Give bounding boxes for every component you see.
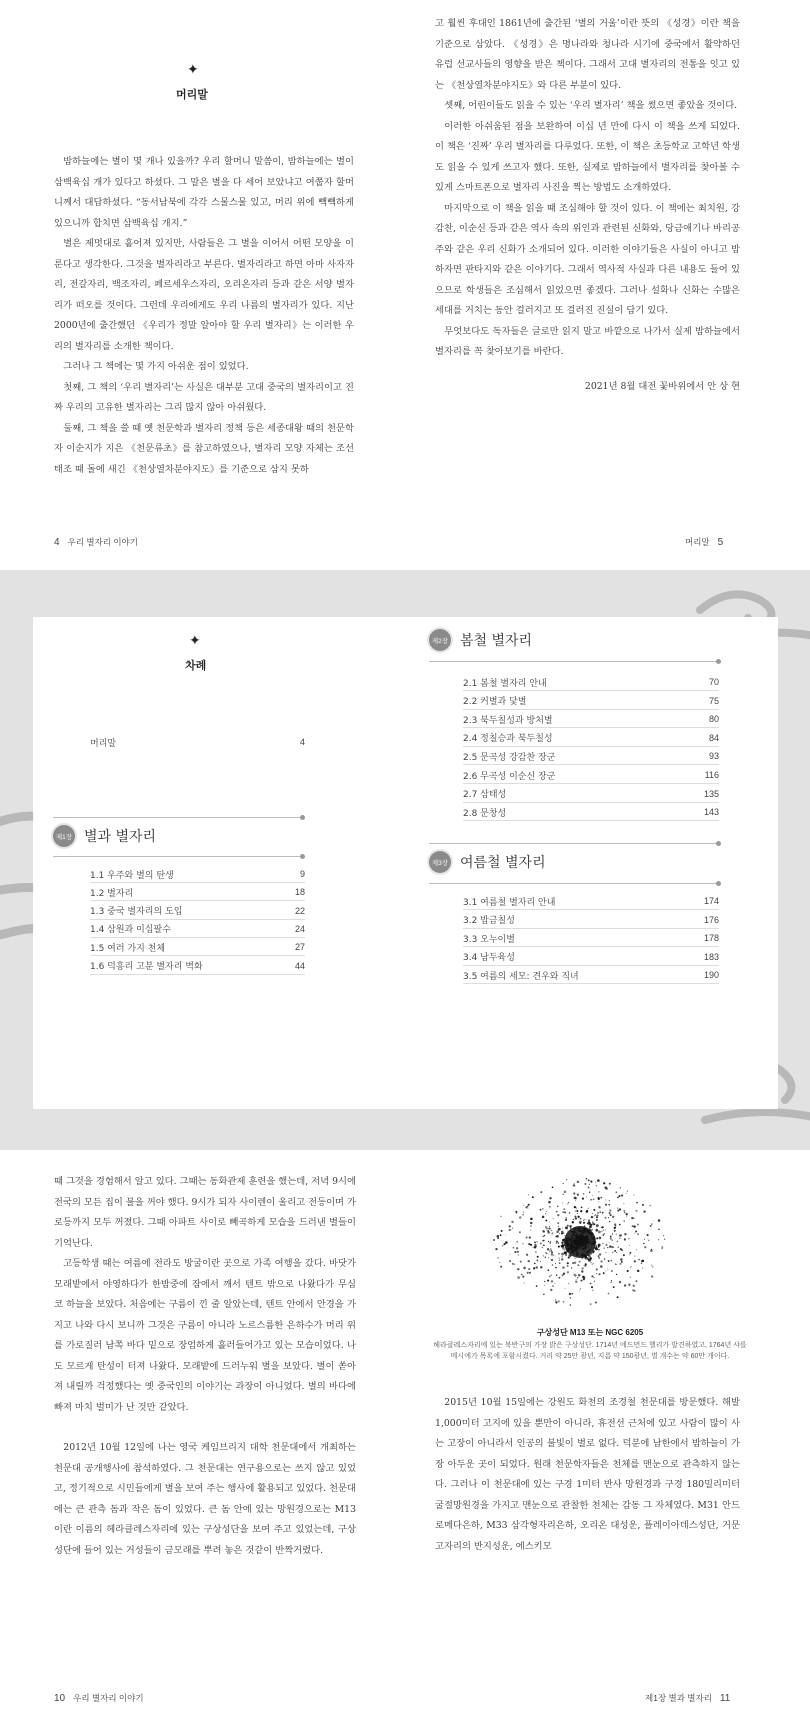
four-point-star-icon: ✦	[189, 633, 201, 649]
toc-entry[interactable]	[463, 747, 719, 765]
figure-caption: 헤라클레스자리에 있는 북반구의 가장 밝은 구상성단. 1714년 에드먼드 핼리가 발견하였고, 1764년 샤를 메시에가 목록에 포함시켰다. 거리 약 25만 광년, 지름 약 150광년, 별 개수는 약 60만 개이다.	[433, 1342, 747, 1360]
toc-entry-label: 2.3 북두칠성과 방처별	[463, 715, 553, 726]
toc-entry-page: 116	[704, 770, 719, 780]
toc-entry-label: 1.2 별자리	[90, 888, 134, 899]
body-text-left	[54, 1172, 356, 1561]
toc-entry-label: 1.4 삼원과 이십팔수	[90, 925, 171, 936]
four-point-star-icon: ✦	[187, 62, 199, 78]
folio-left	[54, 1692, 144, 1704]
toc-entry-label: 3.4 남두육성	[463, 953, 515, 964]
globular-cluster-image	[465, 1172, 695, 1322]
paragraph: 이러한 아쉬움된 점을 보완하여 이십 년 만에 다시 이 책을 쓰게 되었다. 이 책은 ‘진짜’ 우리 별자리를 다루었다. 또한, 이 책은 초등학교 고학년 학생도 읽을 수 있게 쓰고자 했다. 또한, 실제로 밤하늘에서 별자리를 찾아볼 수 있게 스마트폰으로 별자리 사진을 찍는 방법도 소개하였다.	[435, 120, 740, 193]
preface-text-right	[435, 14, 740, 397]
page-number: 11	[719, 1693, 731, 1704]
chapter-title: 여름철 별자리	[460, 855, 546, 871]
toc-entry-page: 24	[294, 923, 305, 934]
page-number: 4	[54, 537, 60, 548]
toc-entry-page: 176	[703, 914, 719, 925]
chapter-heading-3[interactable]	[429, 847, 546, 877]
spread-preface	[0, 0, 810, 570]
chapter-badge: 제3장	[429, 851, 451, 873]
chapter-rule	[429, 843, 719, 844]
toc-entry-page: 174	[703, 896, 719, 906]
toc-entry-page: 4	[299, 737, 305, 747]
toc-entry-page: 135	[703, 788, 719, 799]
toc-entry[interactable]	[463, 673, 719, 691]
toc-separator	[463, 983, 719, 984]
toc-entry-label: 3.5 여름의 세모: 견우와 직녀	[463, 971, 579, 982]
toc-entry-label: 3.2 밥금칠성	[463, 916, 515, 927]
folio-right	[685, 536, 723, 548]
toc-entry-label: 1.3 중국 별자리의 도입	[90, 907, 183, 918]
contents-card	[33, 617, 778, 1109]
toc-separator	[90, 974, 305, 975]
toc-entry[interactable]	[463, 803, 719, 821]
toc-entry-page: 44	[294, 960, 305, 971]
toc-entry-page: 75	[708, 695, 719, 706]
page-5	[405, 0, 810, 570]
chapter-badge: 제2장	[429, 629, 451, 651]
chapter-title: 봄철 별자리	[460, 633, 533, 649]
page-number: 5	[717, 537, 724, 548]
paragraph: 셋째, 어린이들도 읽을 수 있는 ‘우리 별자리’ 책을 썼으면 좋았을 것이다.	[444, 100, 738, 111]
toc-entry-label: 2.8 문창성	[463, 808, 507, 819]
paragraph: 첫째, 그 책의 ‘우리 별자리’는 사실은 대부분 고대 중국의 별자리이고 진짜 우리의 고유한 별자리는 그리 많지 않아 아쉬웠다.	[54, 381, 354, 413]
chapter-heading-2[interactable]	[429, 625, 532, 655]
paragraph: 마지막으로 이 책을 읽을 때 조심해야 할 것이 있다. 이 책에는 최치원, 강감찬, 이순신 등과 같은 역사 속의 위인과 관련된 신화와, 당금애기나 바리공주와 같은 우리 신화가 소개되어 있다. 이러한 이야기들은 사실이 아니고 밤하자면 판타지와 같은 이야기다. 그래서 역사적 사실과 다른 내용도 들어 있으므로 학생들은 조심해서 읽었으면 좋겠다. 그러나 설화나 신화는 수많은 세대를 거치는 동안 걸러지고 또 걸러진 진실이 담기 있다.	[435, 202, 740, 316]
toc-entry[interactable]	[90, 883, 305, 901]
paragraph: 밤하늘에는 별이 몇 개나 있을까? 우리 할머니 말씀이, 밤하늘에는 별이 삼백육십 개가 있다고 하셨다. 그 말은 별을 다 세어 보았냐고 여쭙자 할머니께서 대답하셨다. “동서남북에 각각 스물스물 있고, 머리 위에 빽빽하게 있으니까 합치면 삼백육십 개지.”	[54, 156, 354, 229]
toc-entry-label: 2.6 무곡성 이순신 장군	[463, 771, 556, 782]
page-10	[0, 1150, 405, 1725]
toc-entry-label: 머리말	[90, 738, 117, 749]
toc-entry[interactable]	[463, 766, 719, 784]
spread-contents	[0, 570, 810, 1150]
figure-title: 구상성단 M13 또는 NGC 6205	[536, 1328, 644, 1337]
toc-entry-page: 93	[708, 751, 719, 762]
chapter-rule	[53, 856, 303, 857]
paragraph: 무엇보다도 독자들은 글로만 읽지 말고 바깥으로 나가서 실제 밤하늘에서 별자리를 꼭 찾아보기를 바란다.	[435, 325, 740, 357]
toc-entry-page: 9	[299, 869, 305, 879]
toc-entry[interactable]	[463, 892, 719, 910]
paragraph: 때 그것을 경험해서 알고 있다. 그때는 동화관제 훈련을 했는데, 저녁 9시에 전국의 모든 집이 불을 꺼야 했다. 9시가 되자 사이렌이 울리고 전등이며 가로등까지 모두 꺼졌다. 그때 아파트 사이로 빼곡하게 모습을 드러낸 별들이 기억난다.	[54, 1176, 356, 1249]
toc-entry-preface[interactable]	[90, 733, 305, 751]
body-text-right	[435, 1393, 740, 1557]
paragraph: 2012년 10월 12일에 나는 영국 케임브리지 대학 천문대에서 개최하는 천문대 공개행사에 참석하였다. 그 천문대는 연구용으로는 쓰지 않고 있었고, 정기적으로 시민들에게 별을 보여 주는 행사에 활용되고 있었다. 천문대에는 큰 관측 돔과 작은 돔이 있었다. 큰 돔 안에 있는 망원경으로는 M13이란 이름의 헤라클레스자리에 있는 구상성단을 보여 주고 있었는데, 구상성단에 들어 있는 거성들이 금모래를 뿌려 놓은 것같이 반짝거렸다.	[54, 1442, 356, 1556]
toc-entry[interactable]	[463, 729, 719, 747]
running-head: 우리 별자리 이야기	[67, 537, 138, 547]
folio-right	[645, 1692, 730, 1704]
toc-entry-page: 190	[703, 970, 719, 981]
paragraph: 그러나 그 책에는 몇 가지 아쉬운 점이 있었다.	[63, 361, 249, 372]
toc-entry-label: 2.7 삼태성	[463, 790, 507, 801]
toc-entry-page: 84	[708, 732, 719, 743]
toc-entry-page: 27	[294, 942, 305, 953]
toc-separator	[463, 820, 719, 821]
toc-entry-page: 80	[708, 714, 719, 725]
toc-entry[interactable]	[90, 938, 305, 956]
chapter-badge: 제1장	[53, 825, 75, 847]
page-title: 머리말	[176, 89, 208, 101]
toc-entry-page: 22	[294, 905, 305, 916]
toc-entry-page: 178	[703, 933, 719, 944]
chapter-rule	[53, 817, 303, 818]
chapter-rule	[429, 661, 719, 662]
chapter-heading-1[interactable]	[53, 821, 156, 851]
preface-text-left	[54, 152, 354, 480]
toc-entry[interactable]	[463, 929, 719, 947]
page-title: 차례	[185, 660, 207, 672]
toc-entry-label: 3.1 여름철 별자리 안내	[463, 897, 556, 908]
toc-entry-page: 183	[703, 951, 719, 962]
toc-entry-page: 70	[708, 677, 719, 687]
chapter-rule	[429, 883, 719, 884]
paragraph: 둘째, 그 책을 쓸 때 옛 천문학과 별자리 정책 등은 세종대왕 때의 천문학자 이순지가 지은 《천문류초》를 참고하였으나, 별자리 모양 자체는 조선 태조 때 돌에 새긴 《천상열차분야지도》를 기준으로 삼지 못하	[54, 422, 354, 475]
signature: 2021년 8월 대전 꽃바위에서 안 상 현	[584, 380, 740, 392]
toc-entry-label: 2.2 커별과 닻별	[463, 697, 527, 708]
toc-entry-label: 3.3 오누이별	[463, 934, 515, 945]
toc-entry-page: 143	[703, 807, 719, 818]
spread-body	[0, 1150, 810, 1725]
toc-entry-label: 1.1 우주와 별의 탄생	[90, 870, 174, 881]
running-head: 제1장 별과 별자리	[645, 1693, 712, 1703]
toc-entry-page: 18	[294, 887, 305, 898]
chapter-title: 별과 별자리	[84, 829, 157, 845]
folio-left	[54, 536, 138, 548]
toc-entry[interactable]	[463, 966, 719, 984]
toc-entry-label: 2.5 문곡성 강감찬 장군	[463, 752, 556, 763]
toc-entry-label: 2.1 봄철 별자리 안내	[463, 678, 547, 689]
toc-entry-label: 2.4 정칠승과 북두칠성	[463, 734, 553, 745]
running-head: 머리말	[685, 537, 710, 547]
paragraph: 2015년 10월 15일에는 강원도 화천의 조경철 천문대를 방문했다. 해발 1,000미터 고지에 있을 뿐만이 아니라, 휴전선 근처에 있고 사람이 많이 사는 고장이 아니라서 인공의 불빛이 별로 없다. 덕분에 남한에서 밤하늘이 가장 아두운 곳이 되었다. 원래 천문학자들은 천체를 맨눈으로 관측하지 않는다. 그러나 이 천문대에 있는 구경 1미터 반사 망원경과 구경 180밀리미터 굴절망원경을 가지고 맨눈으로 관찰한 천체는 감동 그 자체였다. M31 안드로메다은하, M33 삼각형자리은하, 오리온 대성운, 플레이아데스성단, 거문고자리의 반지성운, 에스키모	[435, 1397, 740, 1552]
page-number: 10	[54, 1693, 66, 1704]
toc-entry[interactable]	[463, 692, 719, 710]
page-4	[0, 0, 405, 570]
page-11	[405, 1150, 810, 1725]
paragraph: 별은 제멋대로 흩어져 있지만, 사람들은 그 별을 이어서 어떤 모양을 이룬다고 생각한다. 그것을 별자리라고 부른다. 별자리라고 하면 아마 사자자리, 전갈자리, 백조자리, 페르세우스자리, 오리온자리 등과 같은 서양 별자리가 떠오를 것이다. 그런데 우리에게도 우리 나름의 별자리가 있다. 지난 2000년에 출간했던 《우리가 정말 알아야 할 우리 별자리》는 이러한 우리의 별자리를 소개한 책이다.	[54, 238, 354, 352]
running-head: 우리 별자리 이야기	[73, 1693, 144, 1703]
toc-entry[interactable]	[90, 865, 305, 883]
toc-entry[interactable]	[463, 911, 719, 929]
toc-entry-label: 1.6 덕흥리 고분 별자리 벽화	[90, 962, 203, 972]
paragraph: 고등학생 때는 여름에 전라도 방굴이란 곳으로 가족 여행을 갔다. 바닷가 모래밭에서 야영하다가 한밤중에 잠에서 깨서 텐트 밖으로 나왔다가 무심코 하늘을 보았다. 처음에는 구름이 낀 줄 알았는데, 텐트 안에서 안경을 가지고 나와 다시 보니까 그것은 구름이 아니라 노르스름한 은하수가 머리 위를 가로질러 남쪽 바다 밑으로 장엄하게 흘러들어가고 있는 모습이었다. 나도 모르게 탄성이 터져 나왔다. 모래밭에 드러누워 별을 보았다. 별이 쏟아져 내릴까 걱정했다는 옛 중국인의 이야기는 과장이 아니었다. 별의 바다에 빠져 마치 벌미가 난 것만 같았다.	[54, 1258, 356, 1413]
toc-entry[interactable]	[463, 785, 719, 803]
toc-entry[interactable]	[463, 948, 719, 966]
toc-entry[interactable]	[90, 957, 305, 975]
toc-entry[interactable]	[463, 710, 719, 728]
paragraph: 고 훨씬 후대인 1861년에 출간된 ‘별의 거울’이란 뜻의 《성경》이란 책을 기준으로 삼았다. 《성경》은 명나라와 청나라 시기에 중국에서 활약하던 유럽 선교사들의 영향을 받은 책이다. 그래서 고대 별자리의 전통을 잇고 있는 《천상열차분야지도》와 다른 부분이 있다.	[435, 18, 740, 91]
toc-entry-label: 1.5 여러 가지 천체	[90, 943, 166, 954]
toc-entry[interactable]	[90, 920, 305, 938]
toc-entry[interactable]	[90, 902, 305, 920]
